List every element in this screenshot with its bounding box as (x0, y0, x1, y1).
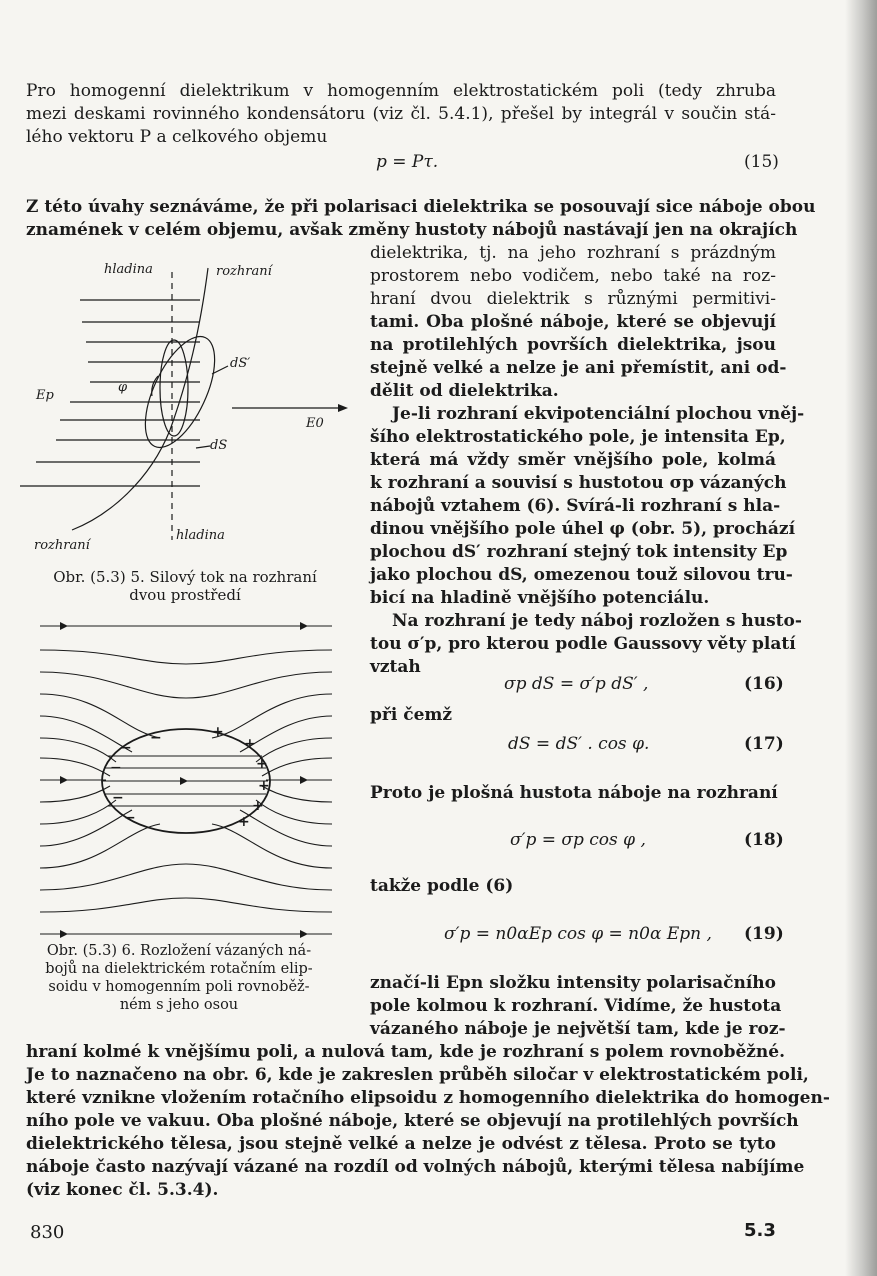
field-line (212, 824, 332, 868)
text-line: na protilehlých površích dielektrika, jsou (370, 335, 776, 355)
text-line: plochou dS′ rozhraní stejný tok intensity Ep (370, 542, 788, 562)
text-line: takže podle (6) (370, 876, 514, 896)
text-line: Pro homogenní dielektrikum v homogenním elektrostatickém poli (tedy zhruba (26, 81, 776, 101)
field-line (40, 650, 332, 664)
page-number: 830 (30, 1222, 65, 1243)
figure-6-caption (4, 942, 354, 1014)
text-line: prostorem nebo vodičem, nebo také na roz- (370, 266, 776, 286)
text-line: pole kolmou k rozhraní. Vidíme, že hustota (370, 996, 782, 1016)
text-line: Z této úvahy seznáváme, že při polarisaci dielektrika se posouvají sice náboje obou (26, 197, 816, 217)
field-line (40, 800, 116, 824)
text-line: které vznikne vložením rotačního elipsoidu z homogenního dielektrika do homogen- (26, 1088, 830, 1108)
text-line: znamének v celém objemu, avšak změny hustoty nábojů nastávají jen na okrajích (26, 220, 798, 240)
text-line: mezi deskami rovinného kondensátoru (viz čl. 5.4.1), přešel by integrál v součin stá- (26, 104, 776, 124)
equation-16: σp dS = σ′p dS′ , (504, 674, 649, 694)
fig5-label: dS (210, 438, 228, 453)
positive-charge: + (244, 736, 256, 752)
text-line: vázaného náboje je největší tam, kde je roz- (370, 1019, 786, 1039)
section-number: 5.3 (744, 1220, 776, 1241)
text-line: hraní dvou dielektrik s různými permitivi- (370, 289, 776, 309)
arrowhead (300, 776, 308, 784)
text-line: dielektrika, tj. na jeho rozhraní s prázdným (370, 243, 776, 263)
positive-charge: + (212, 724, 224, 740)
text-line: při čemž (370, 705, 453, 725)
equation-18: σ′p = σp cos φ , (510, 830, 646, 850)
field-line (40, 786, 110, 802)
field-line (40, 672, 332, 698)
field-line (40, 824, 160, 868)
text-line: šího elektrostatického pole, je intensita Ep, (370, 427, 786, 447)
field-line (40, 898, 332, 912)
fig5-label: hladina (176, 528, 225, 543)
positive-charge: + (238, 814, 250, 830)
fig5-label: rozhraní (216, 264, 272, 279)
negative-charge: − (112, 790, 124, 806)
equation-16-number: (16) (744, 674, 784, 694)
field-line (256, 800, 332, 824)
arrowhead (60, 930, 68, 938)
negative-charge: − (150, 730, 162, 746)
field-line (240, 810, 332, 846)
text-line: dielektrického tělesa, jsou stejně velké a nelze je odvést z tělesa. Proto se tyto (26, 1134, 776, 1154)
caption-line: ném s jeho osou (119, 997, 239, 1013)
text-line: náboje často nazývají vázané na rozdíl od volných nábojů, kterými tělesa nabíjíme (26, 1157, 805, 1177)
arrowhead (60, 622, 68, 630)
equation-18-number: (18) (744, 830, 784, 850)
negative-charge: − (124, 810, 136, 826)
text-line: bicí na hladině vnějšího potenciálu. (370, 588, 710, 608)
text-line: Na rozhraní je tedy náboj rozložen s husto- (392, 611, 802, 631)
text-line: Je to naznačeno na obr. 6, kde je zakreslen průběh siločar v elektrostatickém poli, (26, 1065, 809, 1085)
equation-15: p = Pτ. (376, 152, 439, 172)
fig5-label: Ep (36, 388, 54, 403)
text-line: která má vždy směr vnějšího pole, kolmá (370, 450, 776, 470)
equation-15-number: (15) (744, 152, 779, 172)
field-line (40, 694, 160, 738)
text-line: stejně velké a nelze je ani přemístit, ani od- (370, 358, 787, 378)
text-line: značí-li Epn složku intensity polarisačního (370, 973, 776, 993)
caption-line: dvou prostředí (129, 586, 241, 604)
text-line: ního pole ve vakuu. Oba plošné náboje, které se objevují na protilehlých površích (26, 1111, 799, 1131)
text-line: nábojů vztahem (6). Svírá-li rozhraní s hla- (370, 496, 781, 516)
fig5-label: hladina (104, 262, 153, 277)
text-line: hraní kolmé k vnějšímu poli, a nulová tam, kde je rozhraní s polem rovnoběžné. (26, 1042, 786, 1062)
positive-charge: + (256, 756, 268, 772)
caption-line: Obr. (5.3) 6. Rozložení vázaných ná- (46, 943, 312, 959)
equation-17: dS = dS′ . cos φ. (508, 734, 650, 754)
equation-19: σ′p = n0αEp cos φ = n0α Epn , (444, 924, 712, 944)
field-line (262, 758, 332, 776)
text-line: tami. Oba plošné náboje, které se objevují (370, 312, 776, 332)
text-line: lého vektoru P a celkového objemu (26, 127, 328, 147)
text-line: dělit od dielektrika. (370, 381, 559, 401)
text-line: vztah (370, 657, 421, 677)
arrowhead (180, 777, 188, 785)
fig5-label: E0 (306, 416, 324, 431)
text-line: Je-li rozhraní ekvipotenciální plochou vněj- (392, 404, 805, 424)
negative-charge: − (120, 740, 132, 756)
field-line (40, 810, 132, 846)
caption-line: bojů na dielektrickém rotačním elip- (45, 961, 313, 977)
field-line (40, 758, 110, 776)
text-line: (viz konec čl. 5.3.4). (26, 1180, 219, 1200)
equation-17-number: (17) (744, 734, 784, 754)
arrowhead (300, 622, 308, 630)
text-line: k rozhraní a souvisí s hustotou σp vázaných (370, 473, 787, 493)
text-line: tou σ′p, pro kterou podle Gaussovy věty platí (370, 634, 796, 654)
text-line: jako plochou dS, omezenou touž silovou tru- (370, 565, 793, 585)
fig5-label: dS′ (230, 356, 251, 371)
caption-line: Obr. (5.3) 5. Silový tok na rozhraní (53, 568, 317, 586)
equation-19-number: (19) (744, 924, 784, 944)
negative-charge: − (110, 760, 122, 776)
arrowhead (60, 776, 68, 784)
positive-charge: + (252, 798, 264, 814)
text-line: dinou vnějšího pole úhel φ (obr. 5), prochází (370, 519, 796, 539)
arrowhead (300, 930, 308, 938)
fig5-label: rozhraní (34, 538, 90, 553)
field-line (40, 716, 132, 752)
caption-line: soidu v homogenním poli rovnoběž- (48, 979, 310, 995)
field-line (262, 786, 332, 802)
field-line (212, 694, 332, 738)
field-line (40, 864, 332, 890)
fig5-label: φ (118, 380, 128, 395)
text-line: Proto je plošná hustota náboje na rozhraní (370, 783, 778, 803)
positive-charge: + (258, 778, 270, 794)
